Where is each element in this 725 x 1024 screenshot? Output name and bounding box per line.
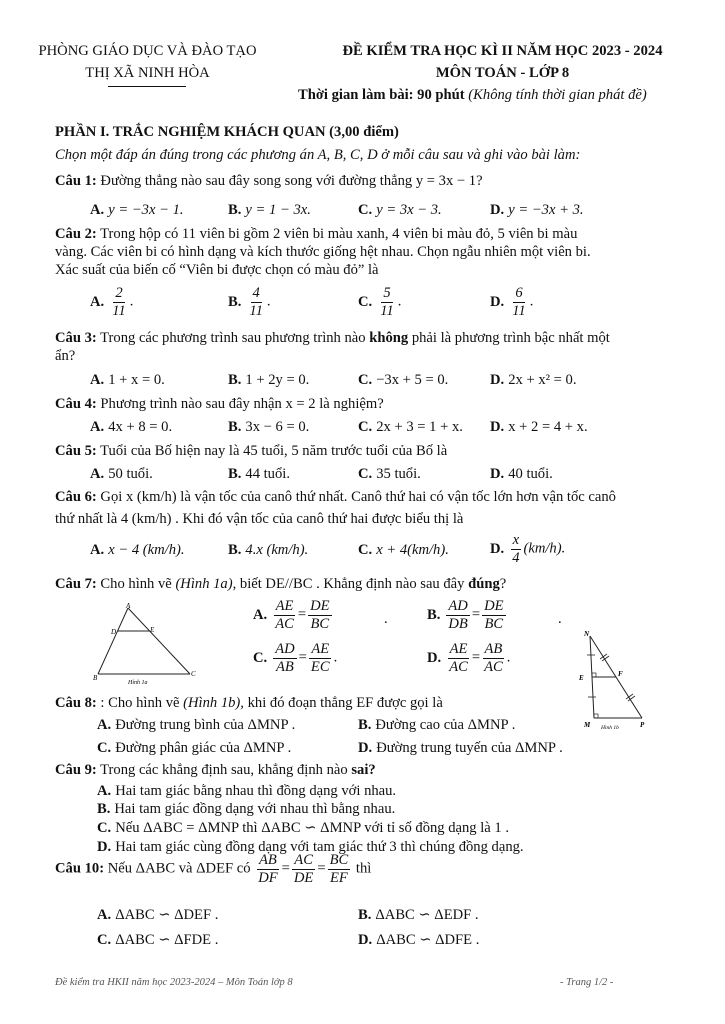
footer-left: Đề kiểm tra HKII năm học 2023-2024 – Môn Toán lớp 8 <box>55 977 293 988</box>
question-3 <box>55 329 610 347</box>
q8-option-c[interactable]: C. Đường phân giác của ΔMNP . <box>97 740 292 756</box>
q2-option-d[interactable]: D. $\frac{6}{11}$ . <box>490 285 534 319</box>
q7-label: Câu 7: <box>55 576 97 592</box>
fig1a-point-c: C <box>191 670 196 678</box>
header-underline <box>108 86 186 87</box>
q2-line1: Trong hộp có 11 viên bi gồm 2 viên bi màu xanh, 4 viên bi màu đỏ, 5 viên bi màu <box>100 226 578 242</box>
fig1a-point-a: A <box>126 602 131 610</box>
q3-line2: ẩn? <box>55 348 76 364</box>
fig1b-point-m: M <box>584 721 591 729</box>
question-10: Câu 10: Nếu ΔABC và ΔDEF có $\frac{AB}{DF}$ = $\frac{AC}{DE}$ = $\frac{BC}{EF}$ thì <box>55 852 372 886</box>
q1-option-b[interactable]: B. y = 1 − 3x. <box>228 202 311 218</box>
q1-option-d[interactable]: D. y = −3x + 3. <box>490 202 584 218</box>
q1-text: Đường thẳng nào sau đây song song với đường thẳng y = 3x − 1? <box>100 173 483 189</box>
q6-line2: thứ nhất là 4 (km/h) . Khi đó vận tốc của canô thứ hai được biểu thị là <box>55 511 464 527</box>
q4-option-c[interactable]: C. 2x + 3 = 1 + x. <box>358 419 463 435</box>
fig1a-caption: Hình 1a <box>128 680 148 686</box>
exam-title: ĐỀ KIỂM TRA HỌC KÌ II NĂM HỌC 2023 - 2024 <box>342 43 663 59</box>
q9-option-d[interactable]: D. Hai tam giác cùng đồng dạng với tam giác thứ 3 thì chúng đồng dạng. <box>97 839 524 855</box>
q9-option-a[interactable]: A. Hai tam giác bằng nhau thì đồng dạng với nhau. <box>97 783 397 799</box>
q10-ratio-2: $\frac{AC}{DE}$ <box>293 852 314 886</box>
q9-label: Câu 9: <box>55 762 97 778</box>
exam-subject: MÔN TOÁN - LỚP 8 <box>435 65 570 81</box>
question-8 <box>55 694 443 712</box>
q4-option-a[interactable]: A. 4x + 8 = 0. <box>90 419 173 435</box>
question-4 <box>55 395 384 413</box>
fig1b-point-n: N <box>584 630 590 638</box>
part1-title: PHẦN I. TRẮC NGHIỆM KHÁCH QUAN (3,00 điểm) <box>55 124 399 140</box>
q4-option-d[interactable]: D. x + 2 = 4 + x. <box>490 419 588 435</box>
q6-option-d[interactable]: D. $\frac{x}{4}$ (km/h). <box>490 532 566 566</box>
q10-option-d[interactable]: D. ΔABC ∽ ΔDFE . <box>358 932 480 948</box>
fig1a-side-ab <box>98 608 128 674</box>
q4-option-b[interactable]: B. 3x − 6 = 0. <box>228 419 310 435</box>
q8-option-b[interactable]: B. Đường cao của ΔMNP . <box>358 717 516 733</box>
q6-option-b[interactable]: B. 4.x (km/h). <box>228 542 309 558</box>
q3-option-a[interactable]: A. 1 + x = 0. <box>90 372 165 388</box>
q10-text-pre: Nếu ΔABC và ΔDEF có <box>107 860 251 877</box>
question-9 <box>55 761 376 779</box>
q8-text-fig: (Hình 1b), <box>183 695 244 711</box>
q8-text-post: khi đó đoạn thẳng EF được gọi là <box>247 695 443 711</box>
q7-option-b-dot: . <box>558 611 562 627</box>
q1-option-a[interactable]: A. y = −3x − 1. <box>90 202 184 218</box>
q10-ratio-1: $\frac{AB}{DF}$ <box>258 852 278 886</box>
footer-page-number: - Trang 1/2 - <box>560 977 614 988</box>
q6-option-a[interactable]: A. x − 4 (km/h). <box>90 542 185 558</box>
q5-label: Câu 5: <box>55 443 97 459</box>
q2-option-a[interactable]: A. $\frac{2}{11}$ . <box>90 285 134 319</box>
q3-text-pre: Trong các phương trình sau phương trình nào <box>100 330 366 346</box>
figure-1b <box>576 628 660 736</box>
exam-time-note: (Không tính thời gian phát đề) <box>468 87 647 103</box>
fig1a-point-e: E <box>150 626 155 634</box>
q9-text-pre: Trong các khẳng định sau, khẳng định nào <box>100 762 348 778</box>
q7-text-end: ? <box>499 576 507 592</box>
fig1b-point-p: P <box>640 721 645 729</box>
q2-label: Câu 2: <box>55 226 97 242</box>
q5-option-c[interactable]: C. 35 tuổi. <box>358 466 421 482</box>
question-2 <box>55 225 577 243</box>
fig1a-point-b: B <box>93 674 98 682</box>
q7-option-a-dot: . <box>384 611 388 627</box>
q7-text-pre: Cho hình vẽ <box>100 576 172 592</box>
q8-option-a[interactable]: A. Đường trung bình của ΔMNP . <box>97 717 296 733</box>
exam-time <box>298 86 647 104</box>
q7-option-b[interactable]: B. $\frac{AD}{DB}$ = $\frac{DE}{BC}$ <box>427 598 504 632</box>
fig1b-right-angle-e <box>592 673 596 677</box>
q9-option-b[interactable]: B. Hai tam giác đồng dạng với nhau thì bằng nhau. <box>97 801 396 817</box>
fig1a-point-d: D <box>111 628 117 636</box>
exam-time-duration: Thời gian làm bài: 90 phút <box>298 87 465 103</box>
q5-option-a[interactable]: A. 50 tuổi. <box>90 466 153 482</box>
q3-option-d[interactable]: D. 2x + x² = 0. <box>490 372 577 388</box>
fig1b-point-f: F <box>618 670 623 678</box>
question-7 <box>55 575 506 593</box>
q3-text-post: phải là phương trình bậc nhất một <box>411 330 610 346</box>
q5-option-b[interactable]: B. 44 tuổi. <box>228 466 290 482</box>
q5-text: Tuổi của Bố hiện nay là 45 tuổi, 5 năm trước tuổi của Bố là <box>100 443 448 459</box>
q6-line1: Gọi x (km/h) là vận tốc của canô thứ nhất. Canô thứ hai có vận tốc lớn hơn vận tốc canô <box>100 489 616 505</box>
question-5 <box>55 442 447 460</box>
q10-label: Câu 10: <box>55 860 105 877</box>
q7-text-fig: (Hình 1a) <box>175 576 233 592</box>
q7-option-d[interactable]: D. $\frac{AE}{AC}$ = $\frac{AB}{AC}$ . <box>427 641 511 675</box>
q1-label: Câu 1: <box>55 173 97 189</box>
q7-text-bold: đúng <box>468 576 500 592</box>
fig1b-point-e: E <box>579 674 584 682</box>
q10-option-c[interactable]: C. ΔABC ∽ ΔFDE . <box>97 932 219 948</box>
q4-label: Câu 4: <box>55 396 97 412</box>
header-department: PHÒNG GIÁO DỤC VÀ ĐÀO TẠO <box>38 43 257 59</box>
q1-option-c[interactable]: C. y = 3x − 3. <box>358 202 442 218</box>
fig1b-caption: Hình 1b <box>601 725 619 731</box>
q2-option-c[interactable]: C. $\frac{5}{11}$ . <box>358 285 402 319</box>
q7-option-c[interactable]: C. $\frac{AD}{AB}$ = $\frac{AE}{EC}$ . <box>253 641 338 675</box>
q3-option-c[interactable]: C. −3x + 5 = 0. <box>358 372 449 388</box>
q9-option-c[interactable]: C. Nếu ΔABC = ΔMNP thì ΔABC ∽ ΔMNP với tỉ số đồng dạng là 1 . <box>97 820 510 836</box>
question-6 <box>55 488 616 506</box>
q2-line3: Xác suất của biến cố “Viên bi được chọn có màu đỏ” là <box>55 262 379 278</box>
q6-option-c[interactable]: C. x + 4(km/h). <box>358 542 449 558</box>
figure-1a <box>88 600 200 686</box>
q3-text-bold: không <box>369 330 409 346</box>
q5-option-d[interactable]: D. 40 tuổi. <box>490 466 553 482</box>
q8-label: Câu 8: <box>55 695 97 711</box>
fig1b-right-angle-m <box>594 714 598 718</box>
header-district: THỊ XÃ NINH HÒA <box>85 65 210 81</box>
q6-label: Câu 6: <box>55 489 97 505</box>
q2-option-b[interactable]: B. $\frac{4}{11}$ . <box>228 285 271 319</box>
question-1 <box>55 172 483 190</box>
q7-text-mid: , biết DE//BC . Khẳng định nào sau đây <box>232 576 465 592</box>
q10-text-post: thì <box>355 860 372 877</box>
q3-option-b[interactable]: B. 1 + 2y = 0. <box>228 372 310 388</box>
q10-option-b[interactable]: B. ΔABC ∽ ΔEDF . <box>358 907 479 923</box>
q7-option-a[interactable]: A. $\frac{AE}{AC}$ = $\frac{DE}{BC}$ <box>253 598 330 632</box>
part1-instruction: Chọn một đáp án đúng trong các phương án A, B, C, D ở mỗi câu sau và ghi vào bài làm: <box>55 147 581 163</box>
q3-label: Câu 3: <box>55 330 97 346</box>
q10-option-a[interactable]: A. ΔABC ∽ ΔDEF . <box>97 907 219 923</box>
fig1a-side-ac <box>128 608 190 674</box>
q8-option-d[interactable]: D. Đường trung tuyến của ΔMNP . <box>358 740 563 756</box>
q9-text-bold: sai? <box>351 762 376 778</box>
q4-text: Phương trình nào sau đây nhận x = 2 là nghiệm? <box>100 396 384 412</box>
q2-line2: vàng. Các viên bi có hình dạng và kích thước giống hệt nhau. Chọn ngẫu nhiên một viên bi. <box>55 244 591 260</box>
q10-ratio-3: $\frac{BC}{EF}$ <box>329 852 349 886</box>
q8-text-pre: : Cho hình vẽ <box>100 695 180 711</box>
